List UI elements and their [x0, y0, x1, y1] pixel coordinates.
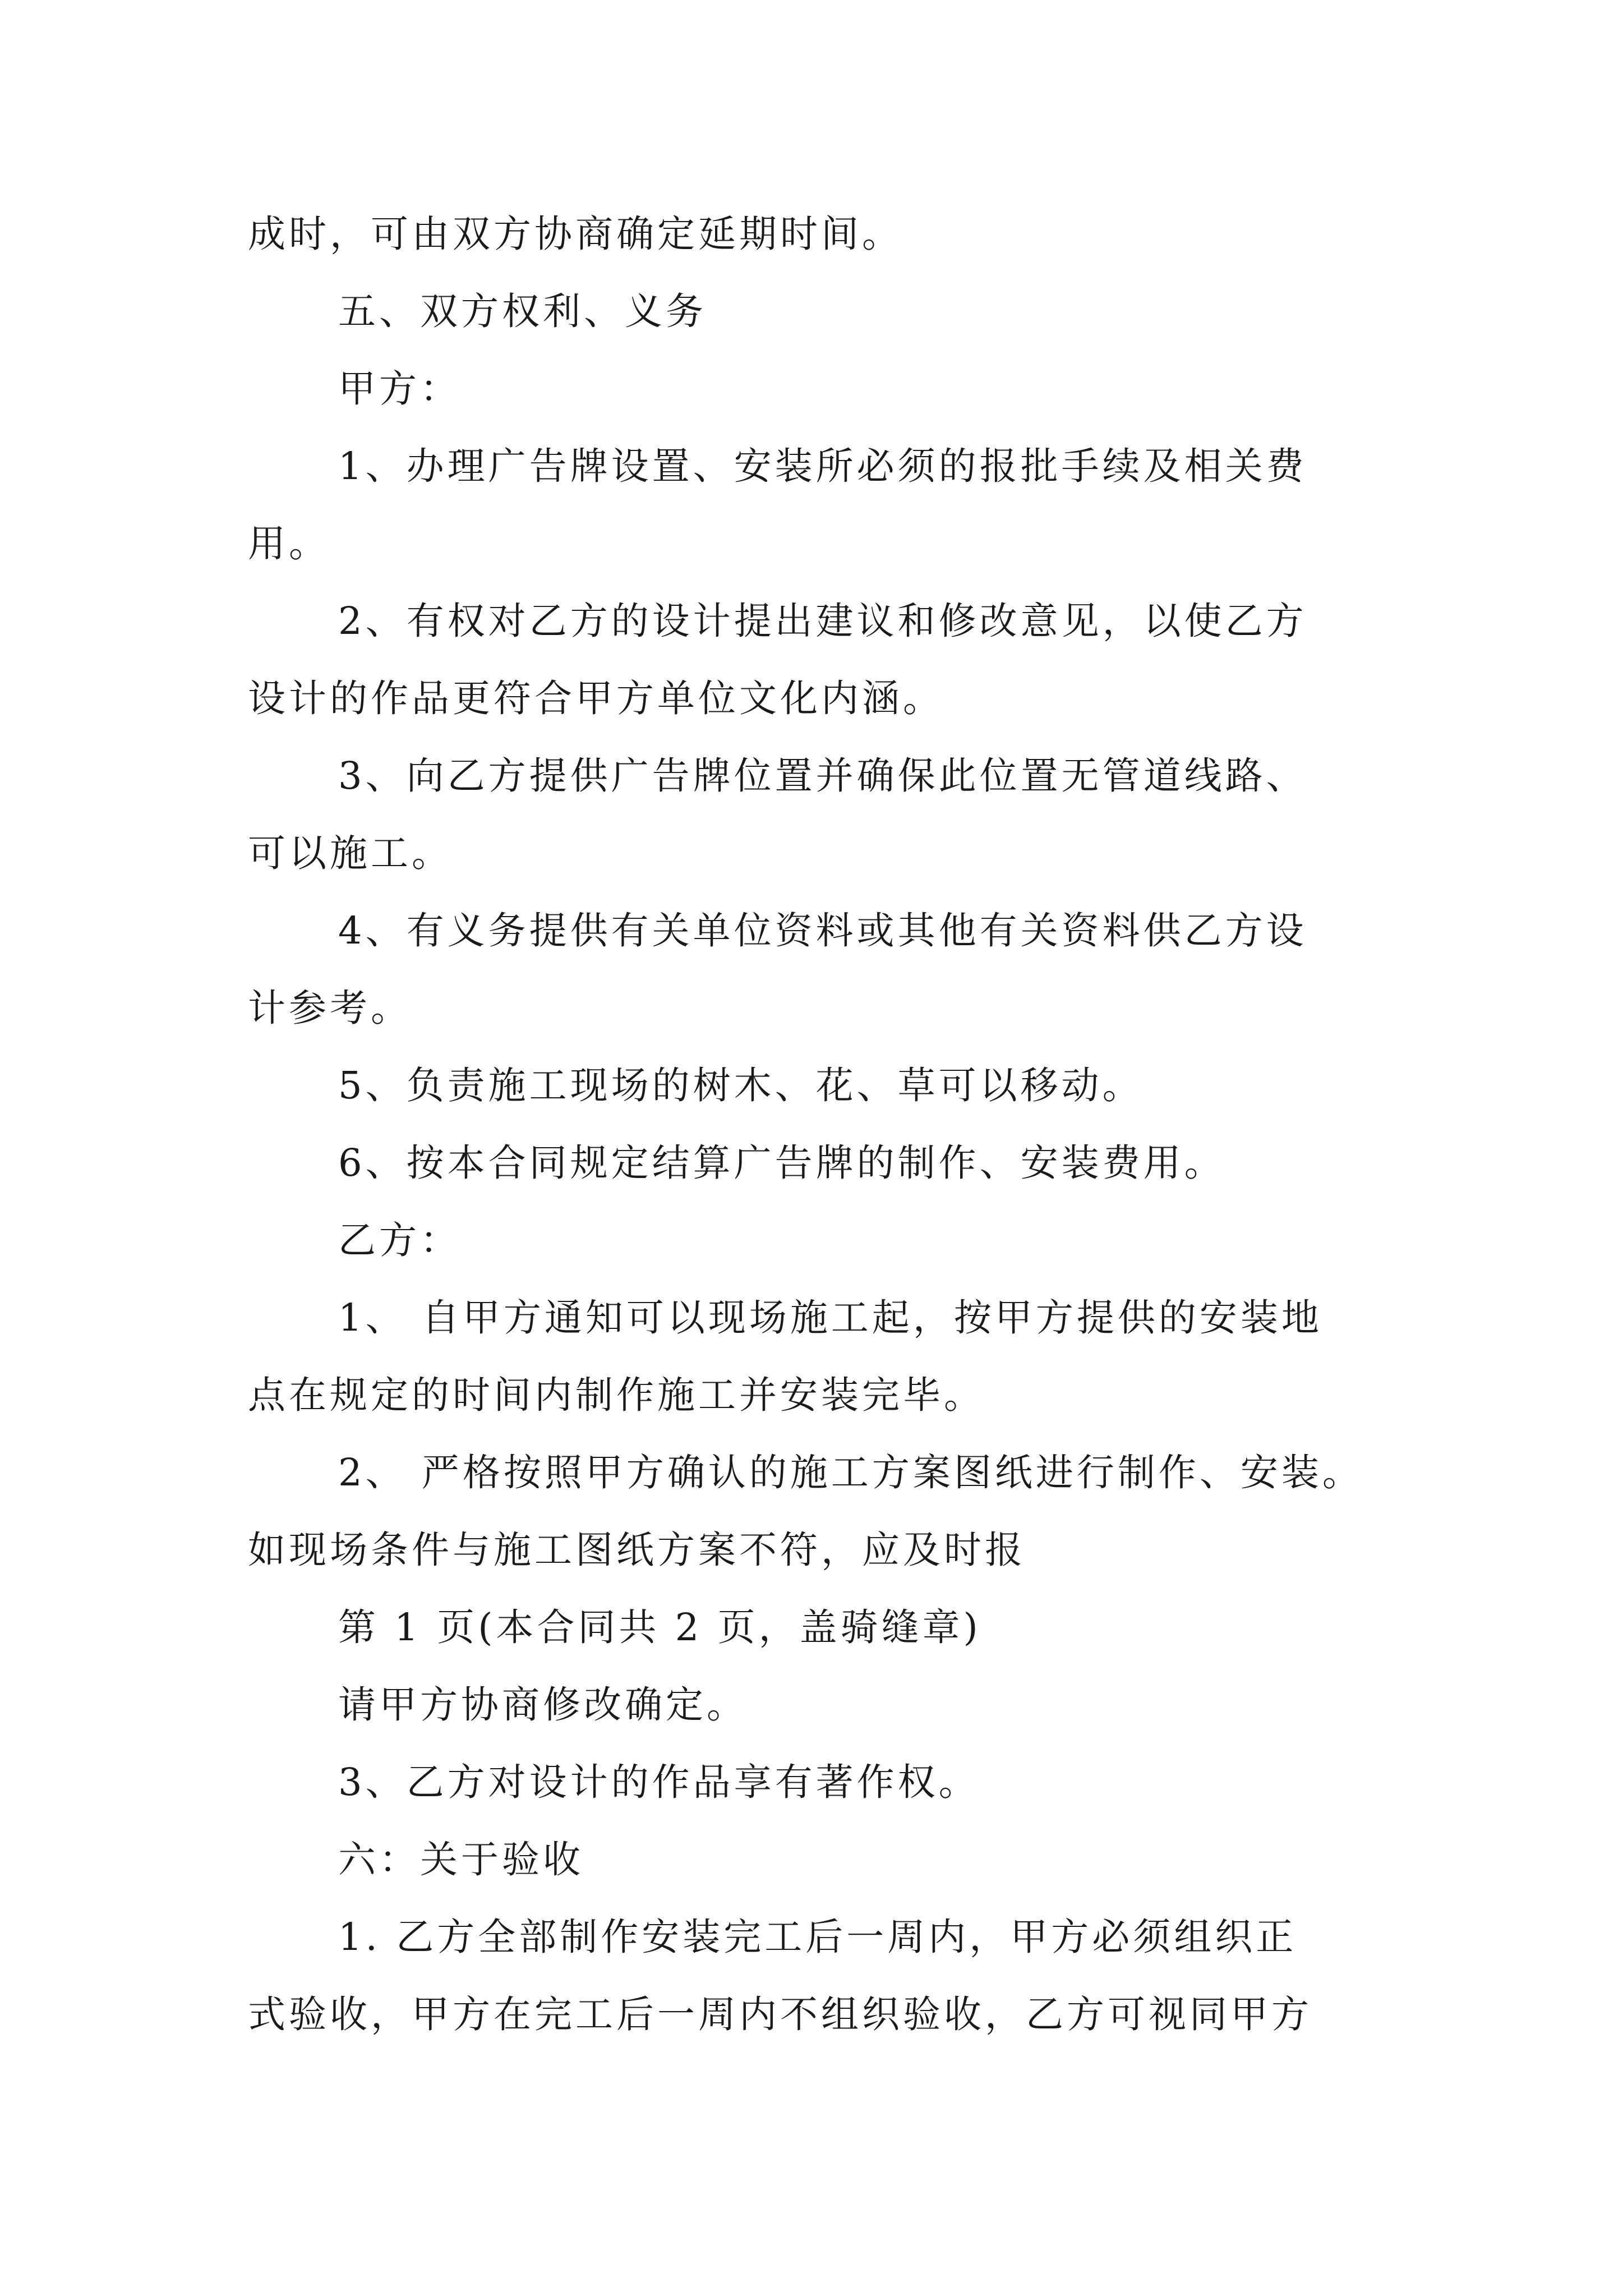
text-line-8: 3、向乙方提供广告牌位置并确保此位置无管道线路、 — [338, 754, 1307, 798]
text-line-12: 5、负责施工现场的树木、花、草可以移动。 — [338, 1064, 1144, 1107]
text-line-21: 3、乙方对设计的作品享有著作权。 — [338, 1760, 980, 1804]
party-b-heading: 乙方： — [338, 1218, 461, 1262]
page-footer-note: 第 1 页(本合同共 2 页，盖骑缝章) — [338, 1605, 981, 1649]
text-line-20: 请甲方协商修改确定。 — [338, 1683, 748, 1727]
text-line-10: 4、有义务提供有关单位资料或其他有关资料供乙方设 — [338, 909, 1307, 953]
text-line-9: 可以施工。 — [248, 831, 453, 875]
text-line-15: 1、 自甲方通知可以现场施工起，按甲方提供的安装地 — [338, 1296, 1322, 1340]
text-line-23: 1. 乙方全部制作安装完工后一周内，甲方必须组织正 — [338, 1915, 1297, 1959]
text-line-11: 计参考。 — [248, 986, 412, 1030]
text-line-7: 设计的作品更符合甲方单位文化内涵。 — [248, 677, 944, 720]
text-line-24: 式验收，甲方在完工后一周内不组织验收，乙方可视同甲方 — [248, 1993, 1312, 2036]
text-line-16: 点在规定的时间内制作施工并安装完毕。 — [248, 1373, 985, 1417]
party-a-heading: 甲方： — [338, 367, 461, 411]
text-line-6: 2、有权对乙方的设计提出建议和修改意见，以使乙方 — [338, 599, 1307, 643]
text-line-4: 1、办理广告牌设置、安装所必须的报批手续及相关费 — [338, 444, 1307, 488]
section-heading-5: 五、双方权利、义务 — [338, 289, 707, 333]
section-heading-6: 六：关于验收 — [338, 1838, 584, 1881]
text-line-17: 2、 严格按照甲方确认的施工方案图纸进行制作、安装。 — [338, 1451, 1363, 1494]
text-line-18: 如现场条件与施工图纸方案不符，应及时报 — [248, 1528, 1026, 1572]
text-line-13: 6、按本合同规定结算广告牌的制作、安装费用。 — [338, 1141, 1225, 1185]
text-line-5: 用。 — [248, 522, 330, 565]
text-line-1: 成时，可由双方协商确定延期时间。 — [248, 212, 903, 256]
